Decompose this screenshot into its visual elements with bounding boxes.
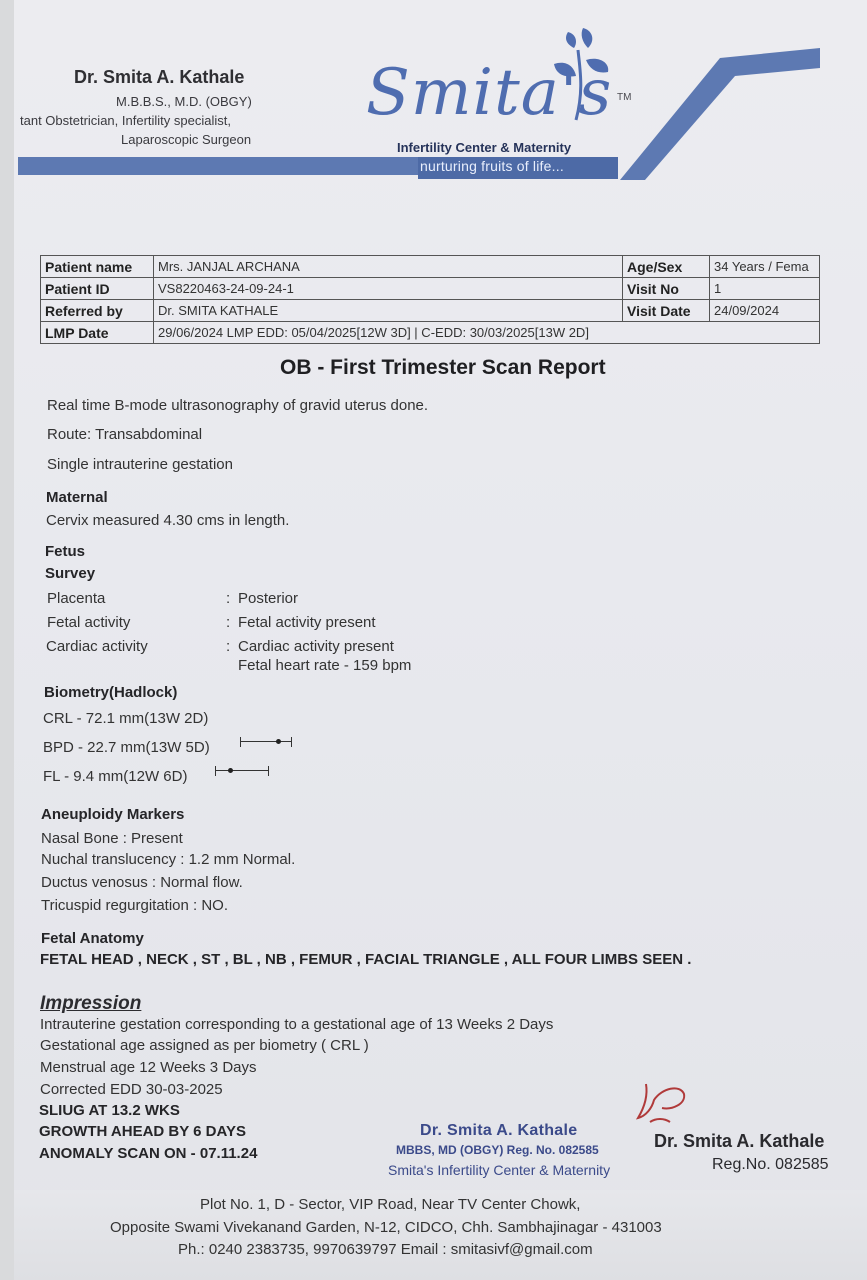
- survey-colon: :: [226, 590, 231, 607]
- visit-no-label: Visit No: [623, 278, 710, 300]
- fl-range-icon: [215, 766, 269, 776]
- doctor-name: Dr. Smita A. Kathale: [74, 67, 245, 87]
- survey-value-placenta: Posterior: [238, 590, 299, 607]
- biometry-fl: FL - 9.4 mm(12W 6D): [43, 768, 188, 785]
- patient-name-label: Patient name: [41, 256, 154, 278]
- tagline: nurturing fruits of life...: [420, 158, 564, 174]
- visit-date-label: Visit Date: [623, 300, 710, 322]
- signature-scribble-icon: [632, 1078, 692, 1128]
- survey-colon: :: [226, 638, 231, 655]
- impression-heading: Impression: [40, 993, 142, 1014]
- footer-address-1: Plot No. 1, D - Sector, VIP Road, Near TV Center Chowk,: [200, 1196, 581, 1213]
- ductus-venosus: Ductus venosus : Normal flow.: [41, 874, 243, 891]
- agesex-value: 34 Years / Fema: [710, 256, 820, 278]
- biometry-bpd: BPD - 22.7 mm(13W 5D): [43, 739, 210, 756]
- agesex-label: Age/Sex: [623, 256, 710, 278]
- lmp-date-label: LMP Date: [41, 322, 154, 344]
- stamp-name: Dr. Smita A. Kathale: [420, 1122, 578, 1139]
- survey-value-cardiac-activity: Cardiac activity present: [238, 638, 394, 655]
- impression-line-4: Corrected EDD 30-03-2025: [40, 1081, 223, 1098]
- nasal-bone: Nasal Bone : Present: [41, 830, 183, 847]
- note-sliug: SLIUG AT 13.2 WKS: [39, 1102, 180, 1119]
- signatory-registration: Reg.No. 082585: [712, 1156, 829, 1173]
- fetus-heading: Fetus: [45, 543, 86, 560]
- referred-by-value: Dr. SMITA KATHALE: [154, 300, 623, 322]
- intro-line-3: Single intrauterine gestation: [47, 456, 233, 473]
- note-growth: GROWTH AHEAD BY 6 DAYS: [39, 1123, 246, 1140]
- maternal-text: Cervix measured 4.30 cms in length.: [46, 512, 290, 529]
- tricuspid-regurgitation: Tricuspid regurgitation : NO.: [41, 897, 229, 914]
- patient-info-table: [40, 255, 820, 344]
- bpd-range-icon: [240, 737, 292, 747]
- footer-contact: Ph.: 0240 2383735, 9970639797 Email : smitasivf@gmail.com: [178, 1241, 593, 1258]
- survey-label-fetal-activity: Fetal activity: [47, 614, 131, 631]
- biometry-heading: Biometry(Hadlock): [44, 684, 178, 701]
- doctor-qualification: M.B.B.S., M.D. (OBGY): [116, 94, 252, 109]
- logo-subtitle: Infertility Center & Maternity: [397, 140, 572, 155]
- report-title: OB - First Trimester Scan Report: [280, 356, 606, 379]
- maternal-heading: Maternal: [46, 489, 108, 506]
- patient-id-label: Patient ID: [41, 278, 154, 300]
- doctor-role: tant Obstetrician, Infertility specialist,: [20, 113, 231, 128]
- referred-by-label: Referred by: [41, 300, 154, 322]
- note-anomaly-scan: ANOMALY SCAN ON - 07.11.24: [39, 1145, 258, 1162]
- fetal-anatomy-text: FETAL HEAD , NECK , ST , BL , NB , FEMUR , FACIAL TRIANGLE , ALL FOUR LIMBS SEEN .: [40, 951, 692, 968]
- impression-line-1: Intrauterine gestation corresponding to a gestational age of 13 Weeks 2 Days: [40, 1016, 554, 1033]
- fetal-heart-rate: Fetal heart rate - 159 bpm: [238, 657, 412, 674]
- survey-heading: Survey: [45, 565, 96, 582]
- survey-value-fetal-activity: Fetal activity present: [238, 614, 376, 631]
- intro-line-1: Real time B-mode ultrasonography of gravid uterus done.: [47, 397, 429, 414]
- intro-line-2: Route: Transabdominal: [47, 426, 203, 443]
- footer-address-2: Opposite Swami Vivekanand Garden, N-12, CIDCO, Chh. Sambhajinagar - 431003: [110, 1219, 662, 1236]
- signatory-name: Dr. Smita A. Kathale: [654, 1131, 825, 1151]
- logo-wordmark: Smita's: [366, 56, 613, 130]
- patient-name-value: Mrs. JANJAL ARCHANA: [154, 256, 623, 278]
- fetal-anatomy-heading: Fetal Anatomy: [41, 930, 144, 947]
- survey-colon: :: [226, 614, 231, 631]
- stamp-center: Smita's Infertility Center & Maternity: [388, 1162, 611, 1178]
- nuchal-translucency: Nuchal translucency : 1.2 mm Normal.: [41, 851, 296, 868]
- stamp-registration: MBBS, MD (OBGY) Reg. No. 082585: [396, 1143, 599, 1157]
- survey-label-cardiac-activity: Cardiac activity: [46, 638, 148, 655]
- patient-id-value: VS8220463-24-09-24-1: [154, 278, 623, 300]
- visit-date-value: 24/09/2024: [710, 300, 820, 322]
- visit-no-value: 1: [710, 278, 820, 300]
- lmp-date-value: 29/06/2024 LMP EDD: 05/04/2025[12W 3D] | C-EDD: 30/03/2025[13W 2D]: [154, 322, 820, 344]
- biometry-crl: CRL - 72.1 mm(13W 2D): [43, 710, 209, 727]
- doctor-specialty: Laparoscopic Surgeon: [121, 132, 252, 147]
- survey-label-placenta: Placenta: [47, 590, 106, 607]
- trademark: TM: [617, 92, 632, 103]
- impression-line-2: Gestational age assigned as per biometry ( CRL ): [40, 1037, 369, 1054]
- aneuploidy-heading: Aneuploidy Markers: [41, 806, 185, 823]
- impression-line-3: Menstrual age 12 Weeks 3 Days: [40, 1059, 257, 1076]
